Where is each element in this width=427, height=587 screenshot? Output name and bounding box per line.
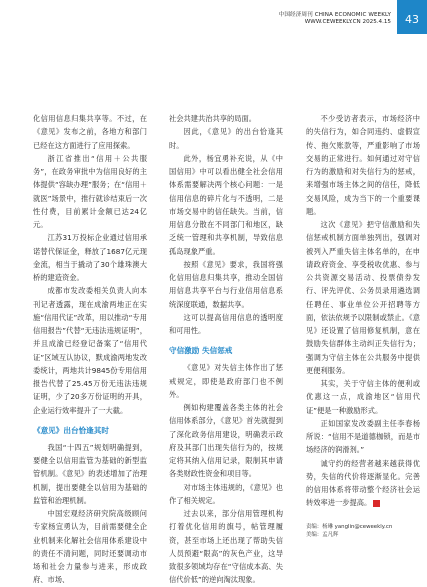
designer-credit: 美编：孟凡辉 bbox=[306, 532, 339, 538]
paragraph: 对市场主体违规的，《意见》也作了相关规定。 bbox=[169, 482, 283, 505]
paragraph: 其实，关于守信主体的便利或优惠这一点，成渝地区“信用代证”便是一种激励形式。 bbox=[306, 379, 420, 415]
paragraph: 浙江省推出“信用＋公共服务”，在政务审批中为信用良好的主体提供“容缺办理”服务；在“信用＋就医”场景中，推行就诊结束后一次性付费，目前累计金额已达24亿元。 bbox=[33, 153, 147, 229]
paragraph: 《意见》对失信主体作出了惩戒规定，即使是政府部门也不例外。 bbox=[169, 363, 283, 399]
article-column-3 bbox=[306, 112, 420, 510]
magazine-title: 中国经济周刊 CHINA ECONOMIC WEEKLY bbox=[278, 12, 391, 18]
credits bbox=[306, 523, 422, 539]
paragraph: 江苏31万投标企业通过信用承诺替代保证金，释放了1687亿元现金流，相当于撬动了30个雄珠澳大桥的建造资金。 bbox=[33, 233, 147, 282]
article-column-1 bbox=[33, 112, 147, 587]
paragraph: 例如构建覆盖各类主体的社会信用体系部分，《意见》首先就提到了深化政务信用建设，明确表示政府及其部门出现失信行为的，按规定将其纳入信用记录，限制其申请各类财政性资金和项目等。 bbox=[169, 403, 283, 479]
paragraph: 社会共建共治共享的局面。 bbox=[169, 114, 257, 123]
paragraph: 按照《意见》要求，我国将强化信用信息归集共享，推动全国信用信息共享平台与行业信用信息系统深度联通，数据共享。 bbox=[169, 259, 283, 309]
paragraph: 化信用信息归集共享等。不过，在《意见》发布之前，各地方和部门已经在这方面进行了应用探索。 bbox=[33, 114, 147, 150]
paragraph: 成都市发改委相关负责人向本刊记者透露，现在成渝两地正在实施“信用代证”改革，用以推动“专用信用报告”代替“无违法违规证明”，并且成渝已经登记备案了“信用代证”区域互认协议，默成渝两地发改委统计，两地共计9845份专用信用报告代替了25.45万份无违法违规证明，少了20多万份证明的开具，企业运行效率提升了一大截。 bbox=[33, 286, 147, 415]
paragraph: 因此，《意见》的出台恰逢其时。 bbox=[169, 127, 283, 150]
paragraph: 过去以来，部分信用管理机构打着优化信用的旗号，帖管理履资，甚至市场上还出现了帮助失信人员预避“限高”的灰色产业，这导致很多领域均存在“守信成本高、失信代价低”的逆向淘汰现象。 bbox=[169, 509, 283, 585]
page-number: 43 bbox=[397, 0, 427, 34]
paragraph: 中国宏观经济研究院高级顾问专家杨宜勇认为，目前需要健全企业机制来化解社会信用体系建设中的责任不清问题，同时还要调动市场和社会力量参与进来，形成政府、市场、 bbox=[33, 509, 147, 585]
paragraph: 这可以提高信用信息的透明度和可用性。 bbox=[169, 312, 283, 335]
article-end-mark bbox=[373, 500, 380, 507]
article-column-2 bbox=[169, 112, 283, 587]
page-header bbox=[0, 0, 427, 32]
paragraph: 正如国家发改委副主任李春杨所说：“信用不是道德枷锁，而是市场经济的润滑剂。” bbox=[306, 418, 420, 455]
editor-credit: 责编：杨琳 yanglin@ceweekly.cn bbox=[306, 524, 393, 530]
section-heading: 守信激励 失信惩戒 bbox=[169, 346, 233, 356]
section-heading: 《意见》出台恰逢其时 bbox=[33, 425, 109, 435]
paragraph: 这次《意见》把守信激励和失信惩戒机制方面单独列出，强调对被列入严重失信主体名单的，在申请政府资金、享受税收优惠、参与公共资源交易活动、投票债券发行、评先评优、公务员录用遴选调任聘任、事业单位公开招聘等方面，依法依规予以限制或禁止。《意见》还设置了信用修复机制，意在鼓励失信群体主动纠正失信行为；强调为守信主体在公共服务中提供更便利服务。 bbox=[306, 220, 420, 375]
paragraph bbox=[306, 457, 420, 510]
magazine-url-date: WWW.CEWEEKLY.CN 2025.4.15 bbox=[304, 19, 391, 25]
paragraph-text: 诚守约的经营者越来越获得优势，失信的代价将逐渐显化。完善的信用体系将带动整个经济社会运转效率进一步提高。 bbox=[306, 458, 420, 508]
paragraph: 此外，杨宜勇补充说，从《中国信用》中可以看出健全社会信用体系需要解决两个核心问题：一是信用信息的碎片化与不透明，二是市场交易中的信任缺失。当前，信用信息分散在不同部门和地区，缺乏统一管理和共享机制，导致信息孤岛现象严重。 bbox=[169, 153, 283, 256]
paragraph: 我国“十四五”规划明确提到，要健全以信用监管为基础的新型监管机制。《意见》的表述增加了治理机制，提出要健全以信用为基础的监管和治理机制。 bbox=[33, 442, 147, 505]
paragraph: 不少受访者表示，市场经济中的失信行为，如合同违约、虚假宣传、拖欠账款等，严重影响了市场交易的正常进行。如何通过对守信行为的激励和对失信行为的惩戒，来增强市场主体之间的信任，降低交易风险，成为当下的一个重要课题。 bbox=[306, 114, 420, 216]
